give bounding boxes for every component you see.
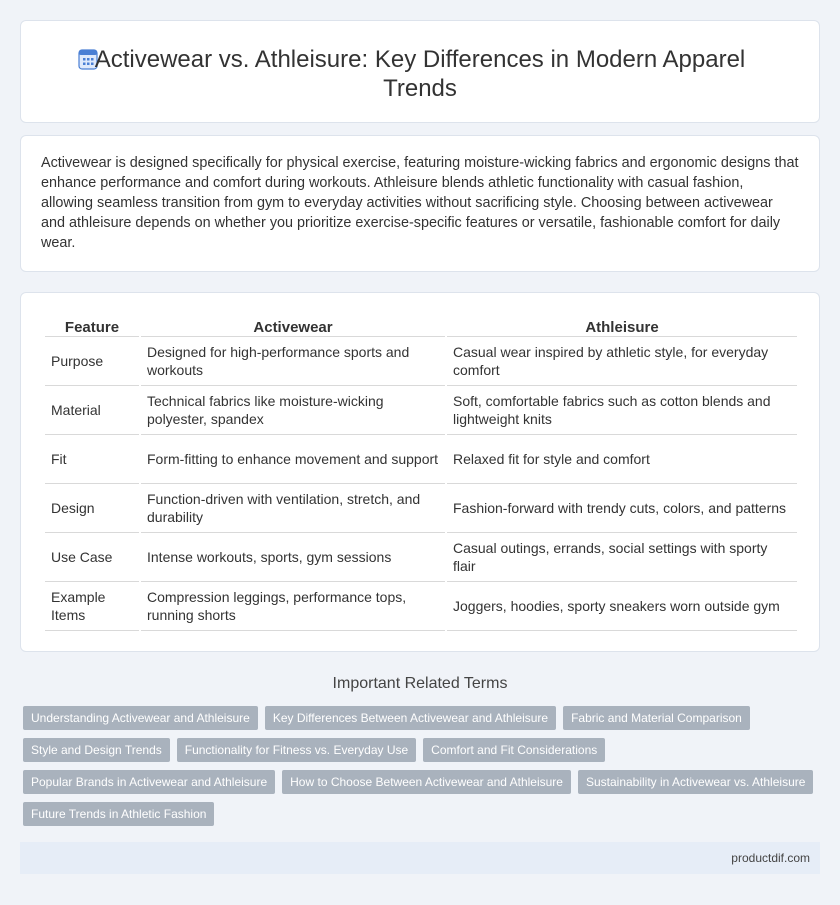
activewear-cell: Technical fabrics like moisture-wicking polyester, spandex — [141, 386, 445, 435]
activewear-cell: Intense workouts, sports, gym sessions — [141, 533, 445, 582]
related-term-link[interactable]: How to Choose Between Activewear and Athleisure — [282, 770, 571, 794]
activewear-cell: Function-driven with ventilation, stretch, and durability — [141, 484, 445, 533]
athleisure-cell: Fashion-forward with trendy cuts, colors, and patterns — [447, 484, 797, 533]
related-term-link[interactable]: Understanding Activewear and Athleisure — [23, 706, 258, 730]
tag-row — [23, 770, 823, 794]
table-row — [45, 484, 797, 533]
table-row — [45, 337, 797, 386]
comparison-table-card — [20, 292, 820, 652]
feature-cell: Use Case — [45, 533, 139, 582]
athleisure-cell: Soft, comfortable fabrics such as cotton blends and lightweight knits — [447, 386, 797, 435]
intro-card — [20, 135, 820, 272]
athleisure-cell: Casual outings, errands, social settings with sporty flair — [447, 533, 797, 582]
tag-row — [23, 738, 823, 762]
related-term-link[interactable]: Style and Design Trends — [23, 738, 170, 762]
athleisure-cell: Relaxed fit for style and comfort — [447, 435, 797, 484]
related-term-link[interactable]: Comfort and Fit Considerations — [423, 738, 605, 762]
activewear-cell: Compression leggings, performance tops, running shorts — [141, 582, 445, 631]
related-term-link[interactable]: Key Differences Between Activewear and Athleisure — [265, 706, 556, 730]
page-title: Activewear vs. Athleisure: Key Differences in Modern Apparel Trends — [94, 46, 746, 102]
related-term-link[interactable]: Functionality for Fitness vs. Everyday Use — [177, 738, 416, 762]
header-activewear: Activewear — [141, 315, 445, 337]
header-athleisure: Athleisure — [447, 315, 797, 337]
table-row — [45, 582, 797, 631]
athleisure-cell: Casual wear inspired by athletic style, for everyday comfort — [447, 337, 797, 386]
activewear-cell: Form-fitting to enhance movement and support — [141, 435, 445, 484]
tag-row — [23, 802, 823, 826]
tag-row — [23, 706, 823, 730]
athleisure-cell: Joggers, hoodies, sporty sneakers worn outside gym — [447, 582, 797, 631]
related-term-link[interactable]: Fabric and Material Comparison — [563, 706, 750, 730]
related-term-link[interactable]: Future Trends in Athletic Fashion — [23, 802, 214, 826]
header-card — [20, 20, 820, 123]
feature-cell: Fit — [45, 435, 139, 484]
table-row — [45, 386, 797, 435]
related-term-link[interactable]: Popular Brands in Activewear and Athleisure — [23, 770, 275, 794]
related-terms-title: Important Related Terms — [332, 675, 508, 692]
table-header-row — [45, 315, 797, 337]
footer — [20, 842, 820, 874]
header-feature: Feature — [45, 315, 139, 337]
feature-cell: Example Items — [45, 582, 139, 631]
intro-paragraph: Activewear is designed specifically for physical exercise, featuring moisture-wicking fabrics and ergonomic designs that enhance performance and comfort during workouts. Athleisure blends athletic functionality with casual fashion, allowing seamless transition from gym to everyday activities without sacrificing style. Choosing between activewear and athleisure depends on whether you prioritize exercise-specific features or versatile, fashionable comfort for daily wear. — [41, 155, 799, 251]
related-term-link[interactable]: Sustainability in Activewear vs. Athleisure — [578, 770, 813, 794]
comparison-table — [43, 315, 799, 631]
feature-cell: Purpose — [45, 337, 139, 386]
related-terms-list — [23, 706, 823, 834]
table-row — [45, 533, 797, 582]
table-row — [45, 435, 797, 484]
activewear-cell: Designed for high-performance sports and workouts — [141, 337, 445, 386]
feature-cell: Material — [45, 386, 139, 435]
footer-site[interactable]: productdif.com — [731, 851, 810, 865]
feature-cell: Design — [45, 484, 139, 533]
